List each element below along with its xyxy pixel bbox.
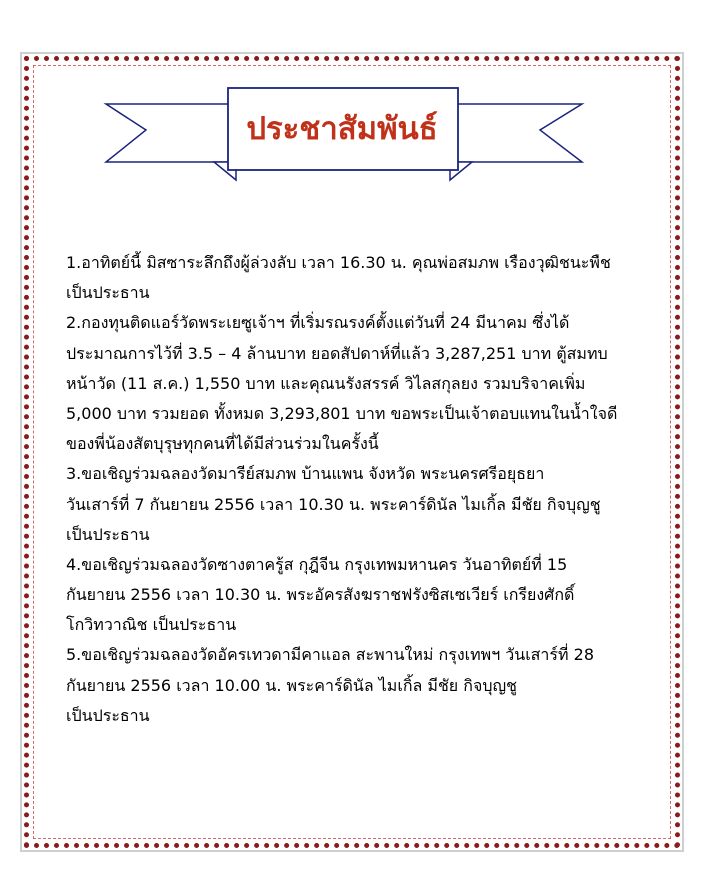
announcement-line: ประมาณการไว้ที่ 3.5 – 4 ล้านบาท ยอดสัปดาห์ที่แล้ว 3,287,251 บาท ตู้สมทบ <box>66 343 608 363</box>
item-text: ขอเชิญร่วมฉลองวัดซางตาครู้ส กุฎีจีน กรุงเทพมหานคร วันอาทิตย์ที่ 15 <box>81 554 568 574</box>
item-number: 3. <box>66 464 82 484</box>
item-number: 1. <box>66 253 82 272</box>
announcement-item-1 <box>66 248 656 308</box>
announcement-item-4 <box>66 550 656 641</box>
announcement-line <box>66 640 656 670</box>
announcement-line: เป็นประธาน <box>66 705 150 725</box>
item-text: ขอเชิญร่วมฉลองวัดมารีย์สมภพ บ้านแพน จังหวัด พระนครศรีอยุธยา <box>81 464 545 484</box>
banner-title: ประชาสัมพันธ์ <box>246 111 438 147</box>
item-number: 5. <box>66 645 82 665</box>
announcement-line: 5,000 บาท รวมยอด ทั้งหมด 3,293,801 บาท ขอพระเป็นเจ้าตอบแทนในน้ำใจดี <box>66 403 618 423</box>
announcement-line: เป็นประธาน <box>66 283 150 303</box>
announcement-item-3 <box>66 459 656 550</box>
item-number: 2. <box>66 313 82 333</box>
item-text: ขอเชิญร่วมฉลองวัดอัครเทวดามีคาแอล สะพานใหม่ กรุงเทพฯ วันเสาร์ที่ 28 <box>81 645 594 665</box>
announcement-line <box>66 459 656 489</box>
announcement-line: วันเสาร์ที่ 7 กันยายน 2556 เวลา 10.30 น. พระคาร์ดินัล ไมเกิ้ล มีชัย กิจบุญชู <box>66 494 601 514</box>
announcement-list <box>66 248 656 731</box>
item-text: อาทิตย์นี้ มิสซาระลึกถึงผู้ล่วงลับ เวลา 16.30 น. คุณพ่อสมภพ เรืองวุฒิชนะพืช <box>81 253 611 272</box>
title-banner <box>94 78 594 188</box>
announcement-line: กันยายน 2556 เวลา 10.00 น. พระคาร์ดินัล ไมเกิ้ล มีชัย กิจบุญชู <box>66 675 517 695</box>
announcement-line <box>66 248 656 278</box>
announcement-line <box>66 550 656 580</box>
announcement-line: กันยายน 2556 เวลา 10.30 น. พระอัครสังฆราชฟรังซิสเซเวียร์ เกรียงศักดิ์ <box>66 585 575 605</box>
announcement-line <box>66 308 656 338</box>
announcement-line: โกวิทวาณิช เป็นประธาน <box>66 615 237 635</box>
item-number: 4. <box>66 554 82 574</box>
announcement-item-5 <box>66 640 656 731</box>
announcement-line: หน้าวัด (11 ส.ค.) 1,550 บาท และคุณนรังสรรค์ วิไลสกุลยง รวมบริจาคเพิ่ม <box>66 373 586 393</box>
item-text: กองทุนติดแอร์วัดพระเยซูเจ้าฯ ที่เริ่มรณรงค์ตั้งแต่วันที่ 24 มีนาคม ซึ่งได้ <box>81 313 570 333</box>
announcement-item-2 <box>66 308 656 459</box>
announcement-line: ของพี่น้องสัตบุรุษทุกคนที่ได้มีส่วนร่วมในครั้งนี้ <box>66 434 379 454</box>
announcement-line: เป็นประธาน <box>66 524 150 544</box>
